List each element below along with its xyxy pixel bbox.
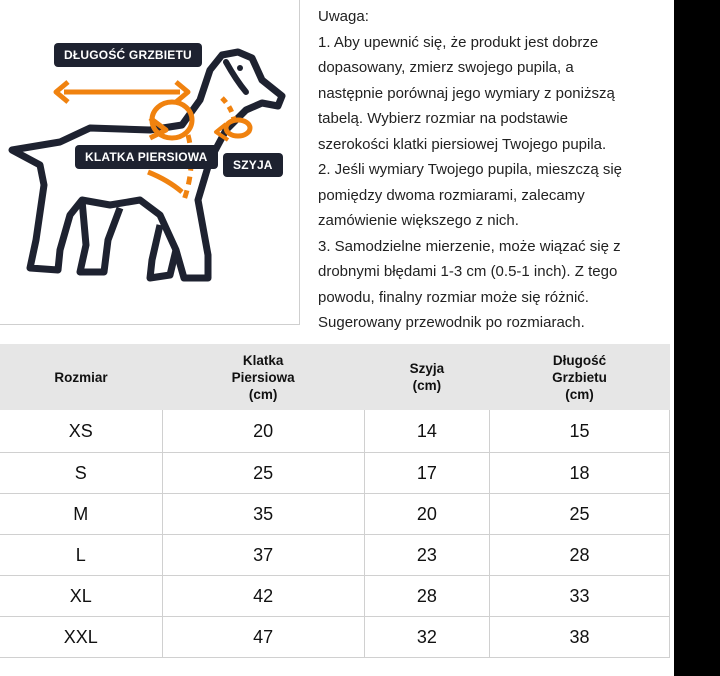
cell-chest: 20 bbox=[162, 410, 364, 453]
size-table-header bbox=[0, 344, 670, 410]
neck-dashed-line bbox=[222, 98, 234, 120]
notes-line: szerokości klatki piersiowej Twojego pupila. bbox=[318, 135, 607, 153]
cell-neck: 14 bbox=[364, 410, 489, 453]
cell-neck: 23 bbox=[364, 535, 489, 576]
header-neck: Szyja (cm) bbox=[364, 344, 489, 410]
cell-neck: 20 bbox=[364, 494, 489, 535]
notes-line: powodu, finalny rozmiar może się różnić. bbox=[318, 288, 589, 306]
dog-measurement-diagram bbox=[0, 0, 300, 325]
header-size: Rozmiar bbox=[0, 344, 162, 410]
dog-front-leg-line bbox=[150, 225, 176, 278]
notes-line: 1. Aby upewnić się, że produkt jest dobrze bbox=[318, 33, 599, 51]
dog-leg-line bbox=[80, 200, 120, 272]
header-chest: Klatka Piersiowa (cm) bbox=[162, 344, 364, 410]
cell-back: 25 bbox=[490, 494, 670, 535]
table-row bbox=[0, 410, 670, 453]
cell-chest: 37 bbox=[162, 535, 364, 576]
table-row bbox=[0, 494, 670, 535]
size-table bbox=[0, 344, 670, 658]
notes-line: tabelą. Wybierz rozmiar na podstawie bbox=[318, 110, 568, 127]
table-row bbox=[0, 576, 670, 617]
dog-eye bbox=[237, 65, 243, 71]
cell-size: S bbox=[0, 453, 162, 494]
notes-line: dopasowany, zmierz swojego pupila, a bbox=[318, 59, 574, 76]
neck-label: SZYJA bbox=[223, 153, 283, 177]
cell-back: 38 bbox=[490, 617, 670, 658]
cell-back: 15 bbox=[490, 410, 670, 453]
cell-back: 28 bbox=[490, 535, 670, 576]
cell-chest: 47 bbox=[162, 617, 364, 658]
table-row bbox=[0, 535, 670, 576]
notes-title: Uwaga: bbox=[318, 8, 369, 25]
cell-neck: 28 bbox=[364, 576, 489, 617]
notes-line: następnie porównaj jego wymiary z poniższą bbox=[318, 84, 615, 102]
cell-back: 33 bbox=[490, 576, 670, 617]
table-row bbox=[0, 617, 670, 658]
cell-size: L bbox=[0, 535, 162, 576]
notes-panel bbox=[318, 4, 674, 336]
cell-neck: 32 bbox=[364, 617, 489, 658]
cell-size: XL bbox=[0, 576, 162, 617]
dog-ear bbox=[226, 62, 246, 92]
cell-size: XXL bbox=[0, 617, 162, 658]
cell-size: M bbox=[0, 494, 162, 535]
table-row bbox=[0, 453, 670, 494]
notes-line: drobnymi błędami 1-3 cm (0.5-1 inch). Z tego bbox=[318, 263, 618, 280]
cell-back: 18 bbox=[490, 453, 670, 494]
notes-line: 2. Jeśli wymiary Twojego pupila, mieszczą się bbox=[318, 161, 623, 178]
cell-size: XS bbox=[0, 410, 162, 453]
back-length-label: DŁUGOŚĆ GRZBIETU bbox=[54, 43, 202, 67]
header-back: Długość Grzbietu (cm) bbox=[490, 344, 670, 410]
notes-line: 3. Samodzielne mierzenie, może wiązać się z bbox=[318, 237, 621, 255]
notes-line: pomiędzy dwoma rozmiarami, zalecamy bbox=[318, 186, 585, 204]
chest-label: KLATKA PIERSIOWA bbox=[75, 145, 218, 169]
notes-line: Sugerowany przewodnik po rozmiarach. bbox=[318, 314, 585, 331]
cell-chest: 42 bbox=[162, 576, 364, 617]
cell-neck: 17 bbox=[364, 453, 489, 494]
notes-line: zamówienie większego z nich. bbox=[318, 212, 519, 229]
cell-chest: 35 bbox=[162, 494, 364, 535]
cell-chest: 25 bbox=[162, 453, 364, 494]
